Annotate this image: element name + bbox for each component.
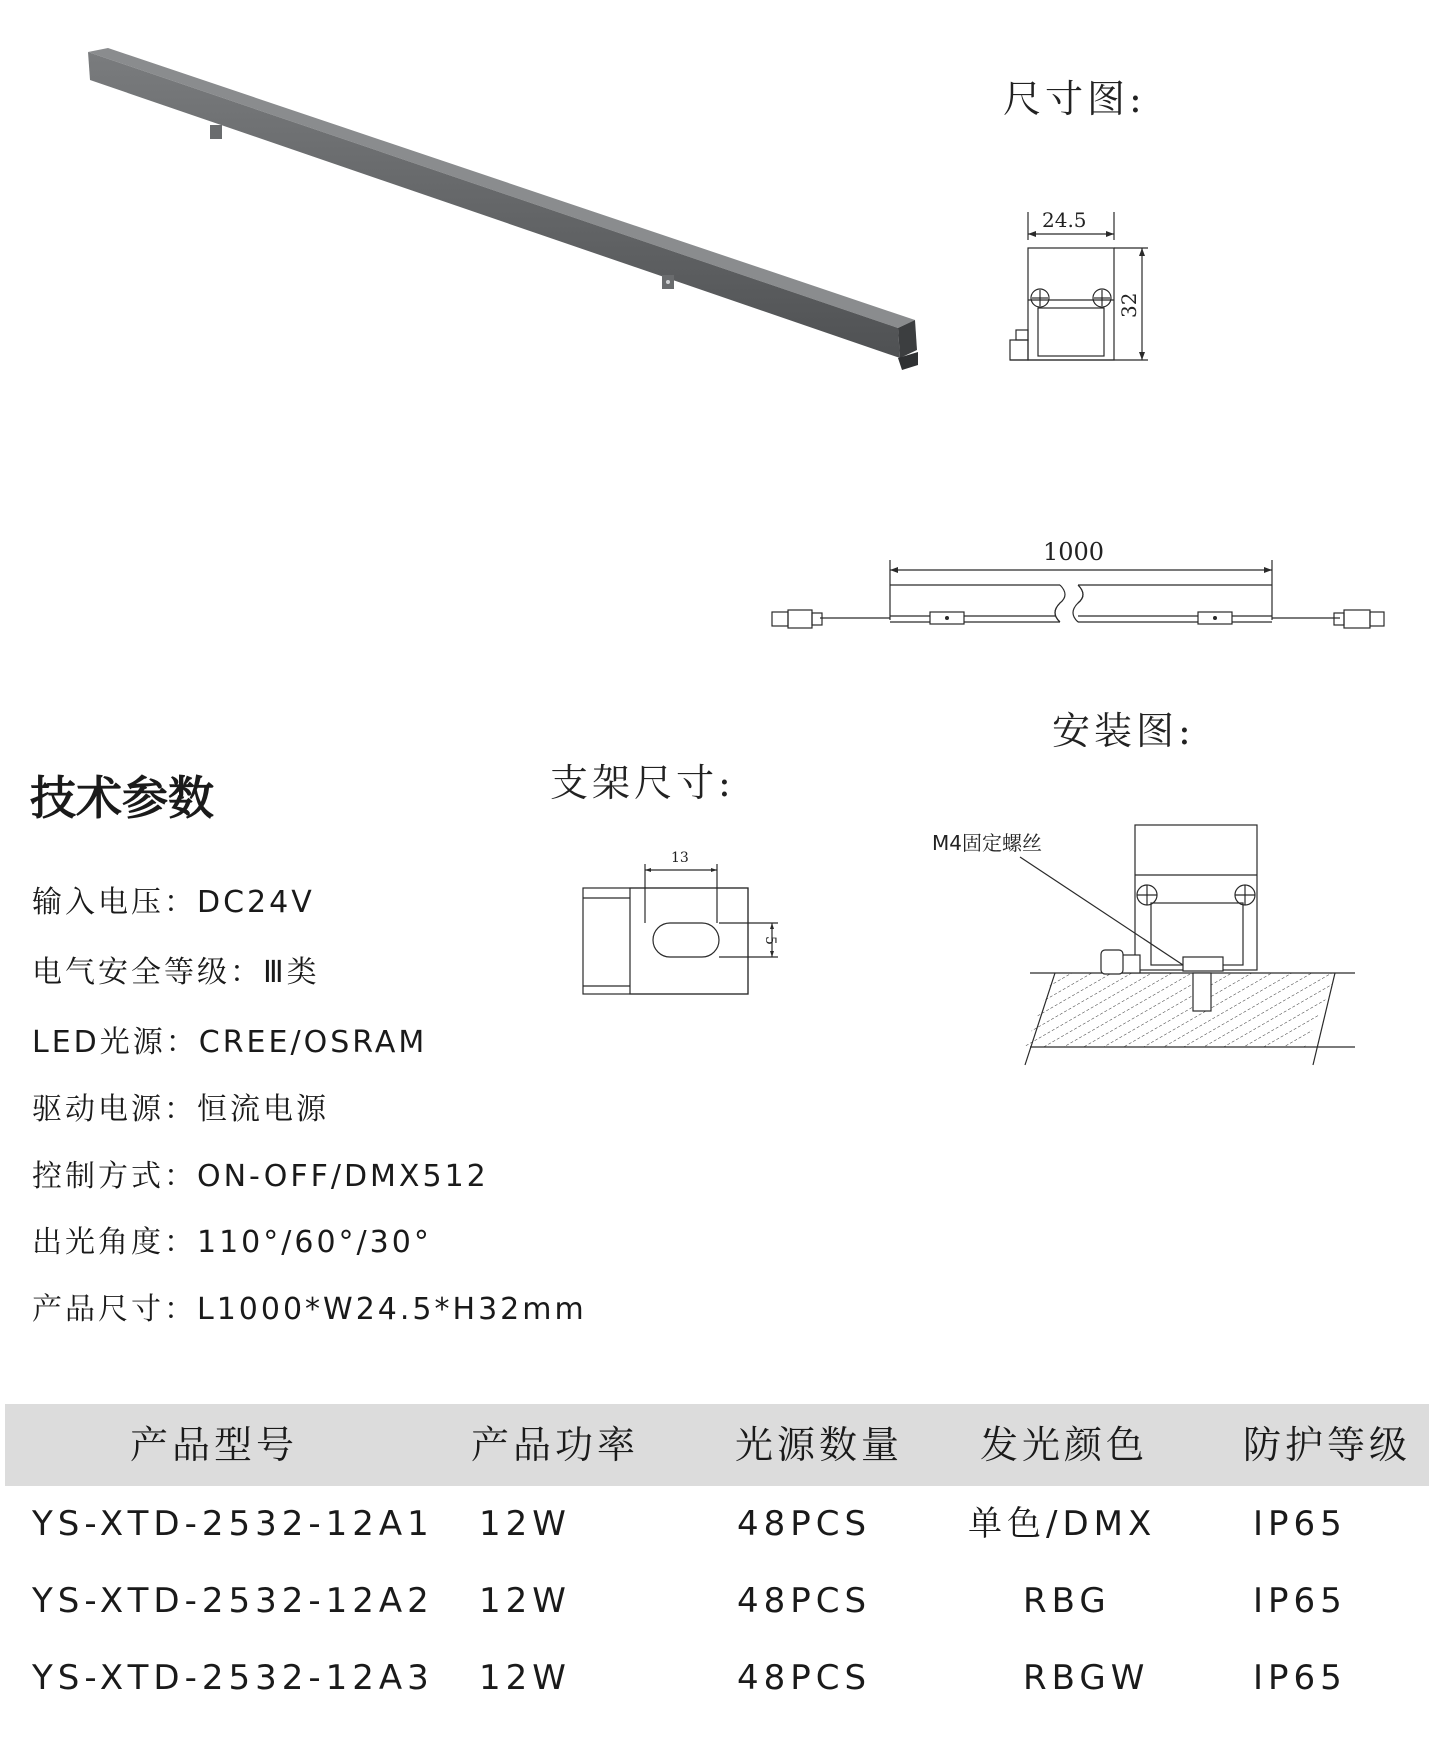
cell-ip-rating: IP65 bbox=[1253, 1504, 1347, 1544]
param-beam-angle: 出光角度：110°/60°/30° bbox=[32, 1225, 432, 1260]
length-drawing bbox=[760, 530, 1400, 640]
cell-ip-rating: IP65 bbox=[1253, 1658, 1347, 1698]
bracket-width-label: 13 bbox=[671, 850, 689, 866]
length-dimension-label: 1000 bbox=[1043, 538, 1105, 566]
param-led-source: LED光源：CREE/OSRAM bbox=[32, 1025, 428, 1060]
cross-section-drawing bbox=[990, 200, 1160, 370]
param-dimensions: 产品尺寸：L1000*W24.5*H32mm bbox=[32, 1292, 587, 1327]
cell-ip-rating: IP65 bbox=[1253, 1581, 1347, 1621]
bracket-size-title: 支架尺寸: bbox=[550, 761, 735, 805]
param-driver: 驱动电源：恒流电源 bbox=[32, 1092, 329, 1127]
cell-model: YS-XTD-2532-12A3 bbox=[32, 1658, 434, 1698]
header-led-count: 光源数量 bbox=[735, 1423, 904, 1467]
header-ip-rating: 防护等级 bbox=[1243, 1423, 1412, 1467]
cell-led-count: 48PCS bbox=[737, 1658, 872, 1698]
param-input-voltage: 输入电压：DC24V bbox=[32, 885, 315, 920]
bracket-drawing bbox=[580, 840, 790, 1010]
cell-color: 单色/DMX bbox=[968, 1504, 1157, 1544]
spec-table-header bbox=[5, 1404, 1429, 1486]
product-photo bbox=[80, 40, 940, 380]
spec-table bbox=[5, 1404, 1429, 1717]
table-row bbox=[5, 1486, 1429, 1563]
tech-params-title: 技术参数 bbox=[30, 771, 214, 825]
cell-led-count: 48PCS bbox=[737, 1581, 872, 1621]
installation-drawing bbox=[925, 815, 1355, 1075]
cell-power: 12W bbox=[479, 1504, 571, 1544]
width-dimension-label: 24.5 bbox=[1042, 208, 1087, 232]
cell-power: 12W bbox=[479, 1581, 571, 1621]
dimension-drawing-title: 尺寸图: bbox=[1003, 77, 1146, 121]
cell-led-count: 48PCS bbox=[737, 1504, 872, 1544]
cell-power: 12W bbox=[479, 1658, 571, 1698]
table-row bbox=[5, 1563, 1429, 1640]
param-control-mode: 控制方式：ON-OFF/DMX512 bbox=[32, 1159, 489, 1194]
cell-model: YS-XTD-2532-12A2 bbox=[32, 1581, 434, 1621]
bracket-slot-label: 5 bbox=[762, 936, 778, 945]
installation-drawing-title: 安装图: bbox=[1052, 709, 1195, 753]
height-dimension-label: 32 bbox=[1117, 292, 1141, 318]
cell-color: RBGW bbox=[1023, 1658, 1150, 1698]
header-color: 发光颜色 bbox=[980, 1423, 1149, 1467]
param-safety-class: 电气安全等级：Ⅲ类 bbox=[32, 955, 320, 990]
screw-label: M4固定螺丝 bbox=[932, 831, 1042, 855]
header-model: 产品型号 bbox=[130, 1423, 299, 1467]
cell-model: YS-XTD-2532-12A1 bbox=[32, 1504, 434, 1544]
cell-color: RBG bbox=[1023, 1581, 1111, 1621]
header-power: 产品功率 bbox=[471, 1423, 640, 1467]
table-row bbox=[5, 1640, 1429, 1717]
